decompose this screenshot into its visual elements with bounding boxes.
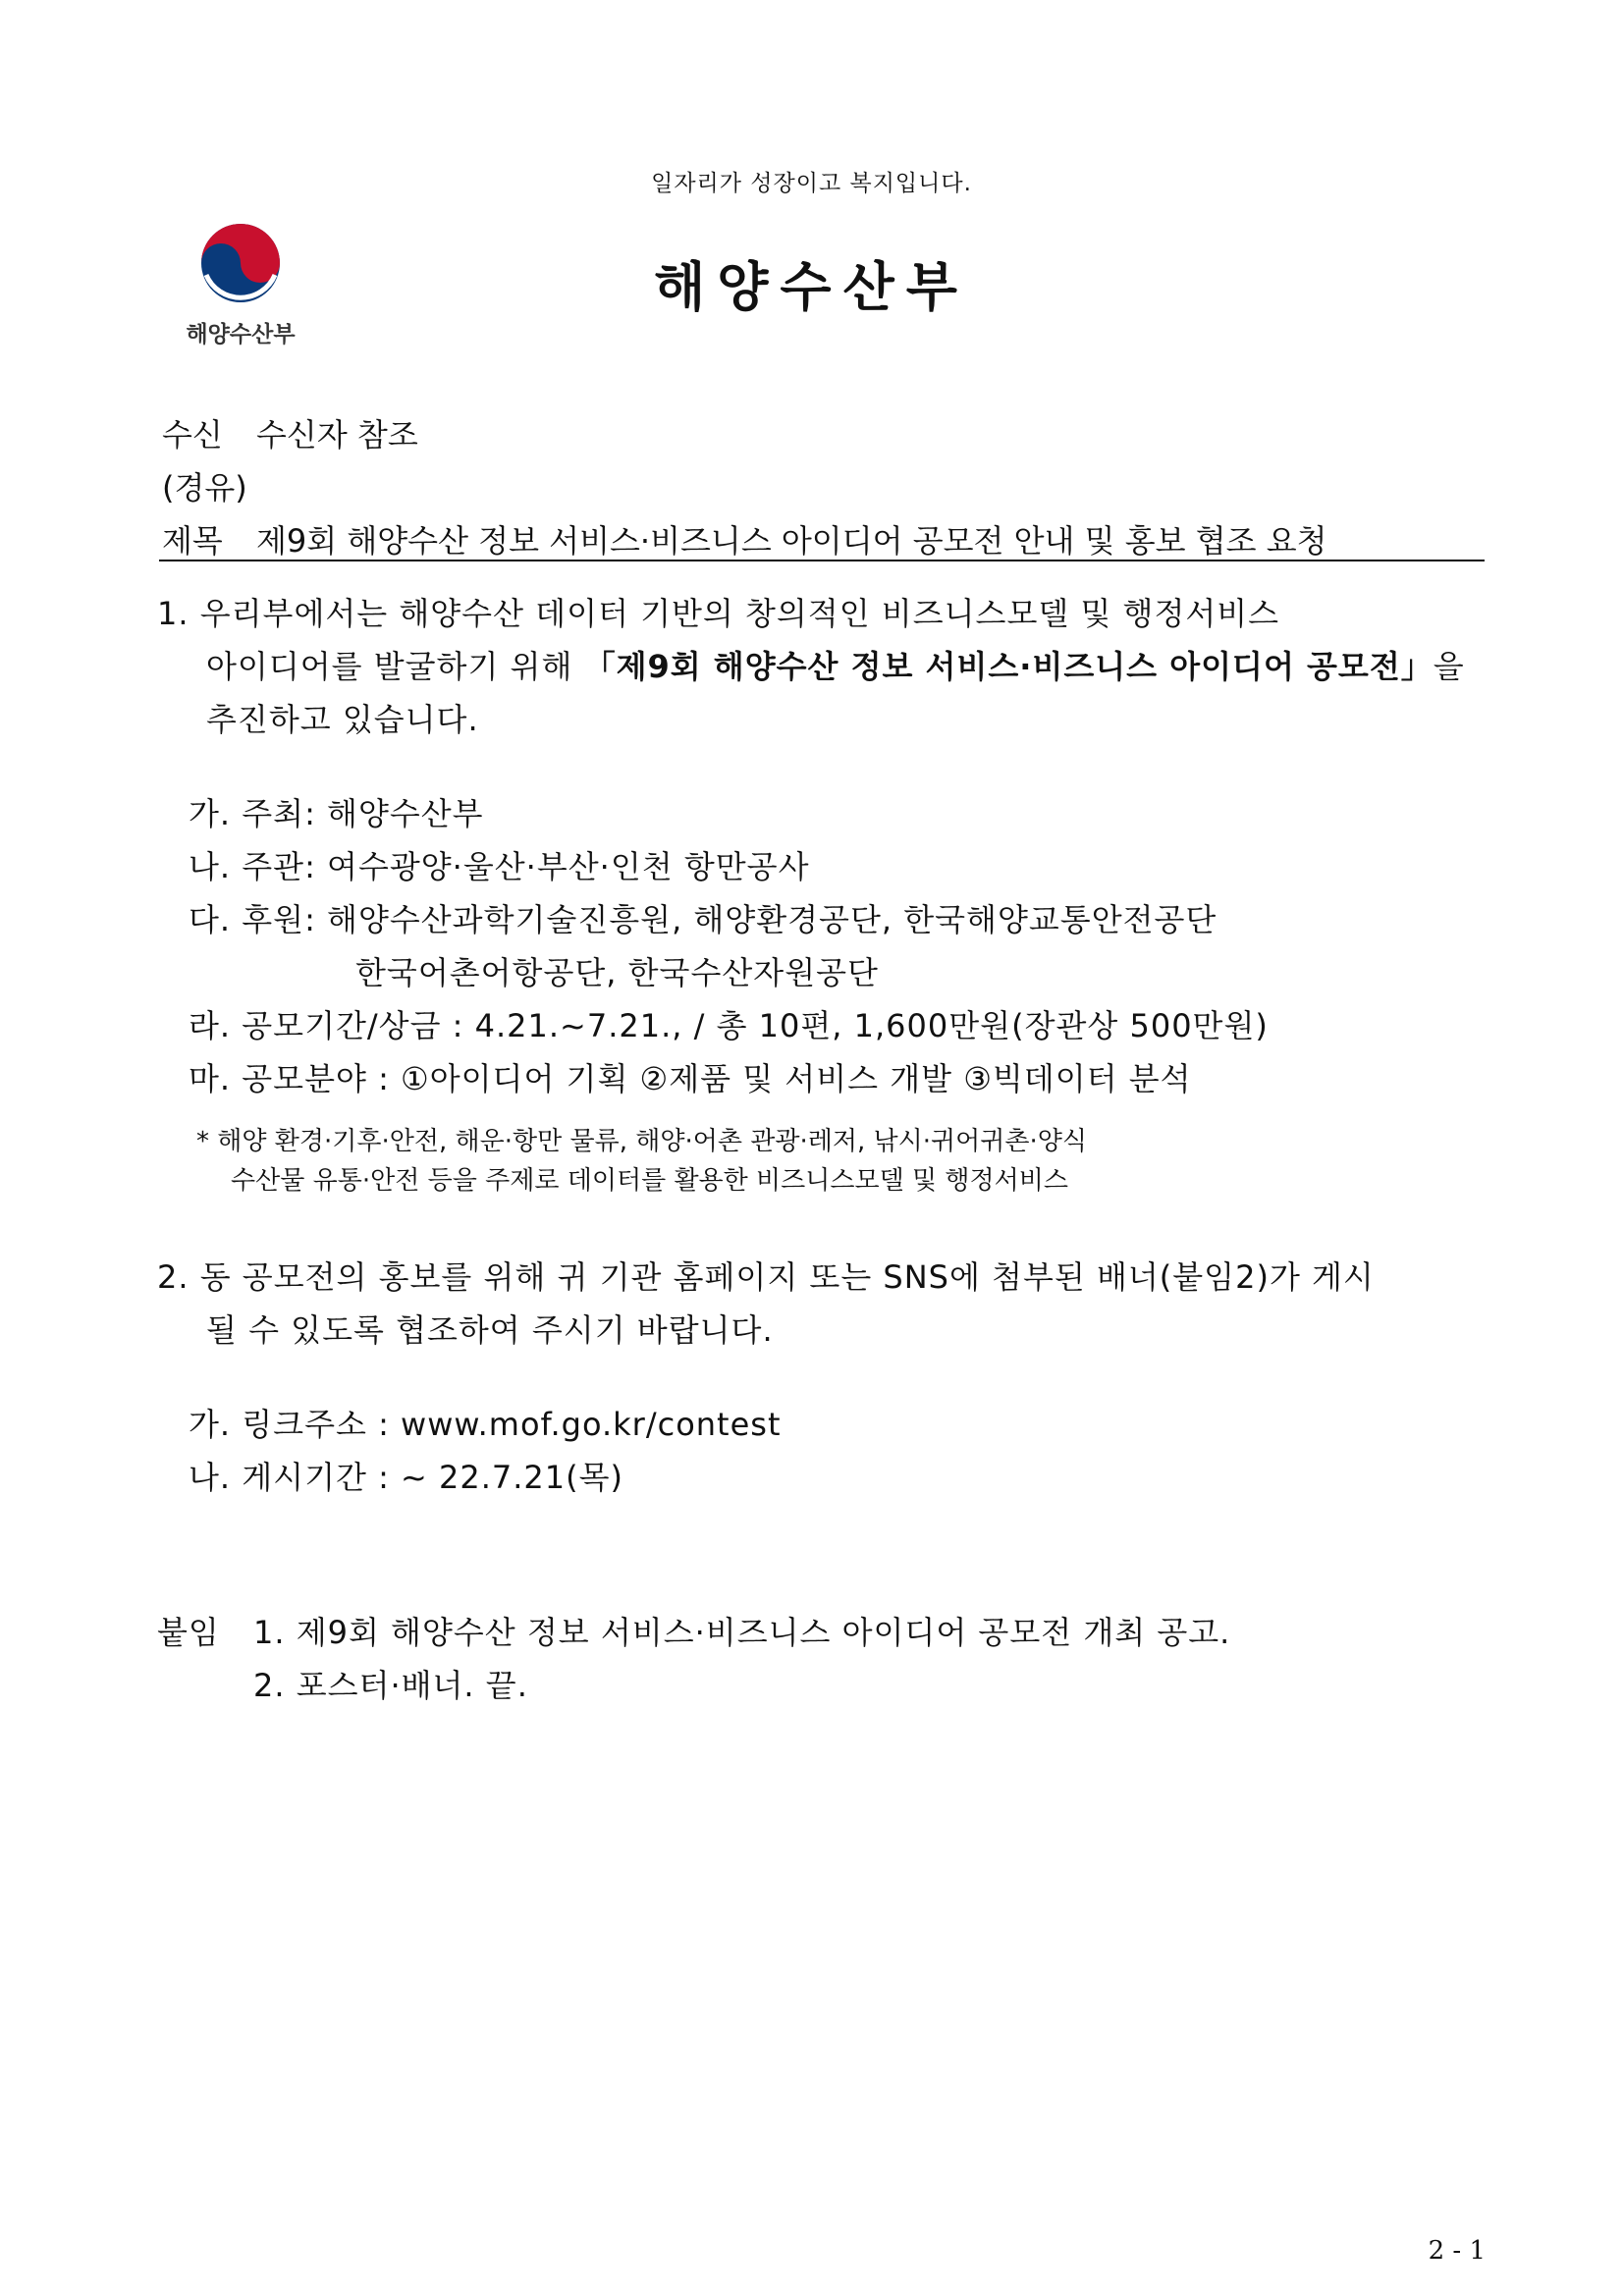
item-field: 마. 공모분야 : ①아이디어 기획 ②제품 및 서비스 개발 ③빅데이터 분석 — [189, 1060, 1192, 1097]
para1-line2-pre: 아이디어를 발굴하기 위해 — [206, 648, 584, 685]
recipient-value: 수신자 참조 — [256, 416, 418, 454]
para1-line2 — [206, 642, 1465, 687]
item-sponsor-cont: 한국어촌어항공단, 한국수산자원공단 — [355, 954, 879, 991]
attachment-item-2: 2. 포스터·배너. 끝. — [253, 1667, 528, 1704]
note-line2: 수산물 유통·안전 등을 주제로 데이터를 활용한 비즈니스모델 및 행정서비스 — [231, 1166, 1068, 1196]
contest-title: 「제9회 해양수산 정보 서비스·비즈니스 아이디어 공모전」 — [583, 648, 1434, 685]
item-link: 가. 링크주소 : www.mof.go.kr/contest — [189, 1406, 782, 1443]
para2-line2: 될 수 있도록 협조하여 주시기 바랍니다. — [206, 1311, 774, 1349]
attachment-label: 붙임 — [157, 1614, 220, 1651]
header-divider — [159, 560, 1485, 561]
page-number: 2 - 1 — [1428, 2236, 1486, 2266]
para1-line1: 1. 우리부에서는 해양수산 데이터 기반의 창의적인 비즈니스모델 및 행정서비스 — [157, 595, 1280, 632]
subject-line — [162, 516, 1327, 561]
via-label: (경유) — [162, 469, 247, 507]
organization-name: 해양수산부 — [654, 256, 969, 318]
item-organizer: 나. 주관: 여수광양·울산·부산·인천 항만공사 — [189, 848, 810, 885]
slogan: 일자리가 성장이고 복지입니다. — [651, 171, 972, 196]
item-host: 가. 주최: 해양수산부 — [189, 795, 484, 832]
para2-line1: 2. 동 공모전의 홍보를 위해 귀 기관 홈페이지 또는 SNS에 첨부된 배너(붙임2)가 게시 — [157, 1258, 1375, 1296]
recipient-label: 수신 — [162, 416, 223, 454]
subject-value: 제9회 해양수산 정보 서비스·비즈니스 아이디어 공모전 안내 및 홍보 협조 요청 — [256, 522, 1327, 560]
item-period-prize: 라. 공모기간/상금 : 4.21.~7.21., / 총 10편, 1,600만원(장관상 500만원) — [189, 1007, 1269, 1044]
para1-line2-post: 을 — [1433, 648, 1465, 685]
attachment-item-1: 1. 제9회 해양수산 정보 서비스·비즈니스 아이디어 공모전 개최 공고. — [253, 1614, 1231, 1651]
para1-line3: 추진하고 있습니다. — [206, 701, 479, 738]
item-sponsor: 다. 후원: 해양수산과학기술진흥원, 해양환경공단, 한국해양교통안전공단 — [189, 901, 1217, 938]
subject-label: 제목 — [162, 522, 223, 560]
recipient-line — [162, 410, 418, 455]
item-posting-period: 나. 게시기간 : ~ 22.7.21(목) — [189, 1459, 624, 1496]
note-line1: * 해양 환경·기후·안전, 해운·항만 물류, 해양·어촌 관광·레저, 낚시·귀어귀촌·양식 — [196, 1127, 1087, 1156]
logo-text: 해양수산부 — [186, 322, 296, 347]
